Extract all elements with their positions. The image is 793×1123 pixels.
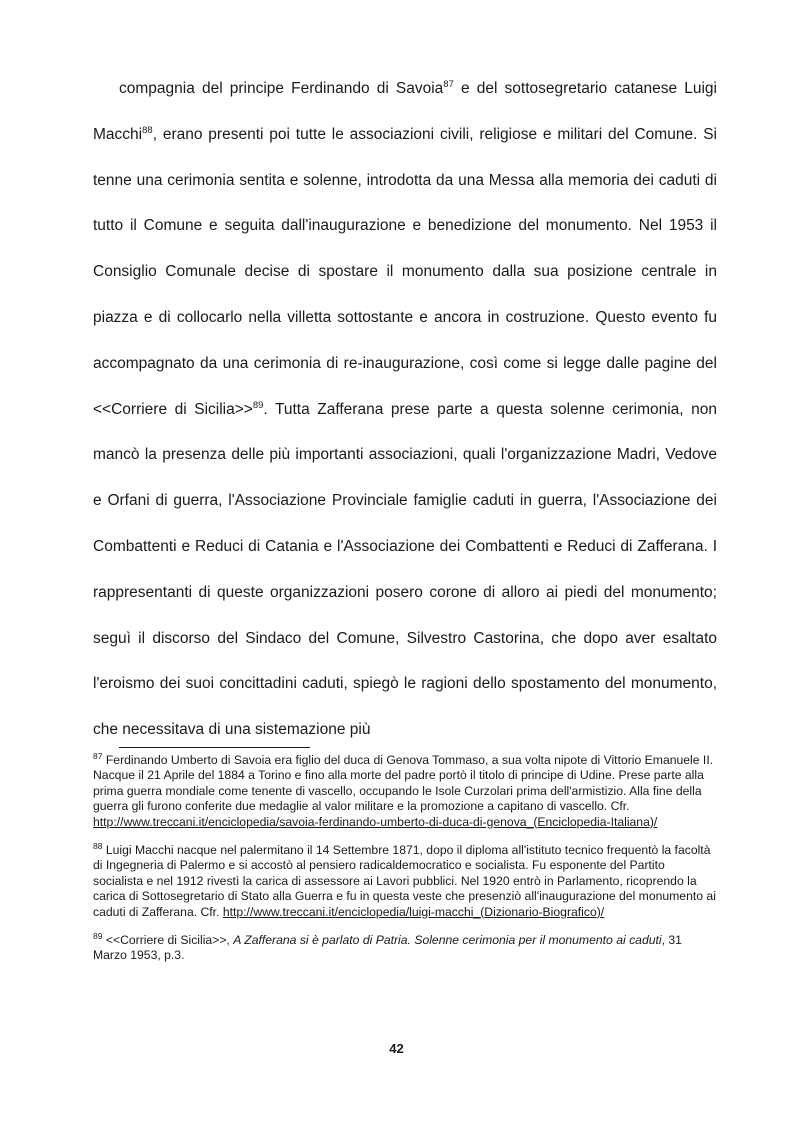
article-title: A Zafferana si è parlato di Patria. Solenne cerimonia per il monumento ai caduti	[233, 933, 662, 948]
footnote-mark: 88	[93, 840, 103, 851]
footnote-link[interactable]: http://www.treccani.it/enciclopedia/luigi-macchi_(Dizionario-Biografico)/	[222, 904, 605, 919]
footnote-88	[93, 840, 717, 920]
footnote-text: Luigi Macchi nacque nel palermitano il 14 Settembre 1871, dopo il diploma all'istituto tecnico frequentò la facoltà di Ingegneria di Palermo e si accostò al pensiero radicaldemocratico e socialista. Fu esponente del Partito socialista e nel 1912 rivestì la carica di assessore ai Lavori pubblici. Nel 1920 entrò in Parlamento, ricoprendo la carica di Sottosegretario di Stato alla Guerra e fu in questa veste che presenziò all'inaugurazione del monumento ai caduti di Zafferana. Cfr.	[93, 843, 716, 919]
footnote-text: Ferdinando Umberto di Savoia era figlio del duca di Genova Tommaso, a sua volta nipote di Vittorio Emanuele II. Nacque il 21 Aprile del 1884 a Torino e fino alla morte del padre portò il titolo di principe di Udine. Prese parte alla prima guerra mondiale come tenente di vascello, occupando le Isole Curzolari prima dell'armistizio. Alla fine della guerra gli furono conferite due medaglie al valor militare e la promozione a capitano di vascello. Cfr.	[93, 753, 714, 814]
footnote-text: , 31 Marzo 1953, p.3.	[93, 933, 682, 963]
footnote-ref-88[interactable]: 88	[142, 124, 153, 136]
body-text-part: , erano presenti poi tutte le associazioni civili, religiose e militari del Comune. Si tenne una cerimonia sentita e solenne, introdotta da una Messa alla memoria dei caduti di tutto il Comune e seguita dall'inaugurazione e benedizione del monumento. Nel 1953 il Consiglio Comunale decise di spostare il monumento dalla sua posizione centrale in piazza e di collocarlo nella villetta sottostante e ancora in costruzione. Questo evento fu accompagnato da una cerimonia di re-inaugurazione, così come si legge dalle pagine del <<Corriere di Sicilia>>	[93, 125, 717, 418]
footnote-ref-89[interactable]: 89	[252, 399, 264, 411]
footnote-ref-87[interactable]: 87	[443, 78, 454, 90]
footnote-separator	[119, 747, 310, 748]
footnote-mark: 87	[93, 750, 103, 761]
footnote-89	[93, 933, 717, 964]
body-text-part: . Tutta Zafferana prese parte a questa solenne cerimonia, non mancò la presenza delle più importanti associazioni, quali l'organizzazione Madri, Vedove e Orfani di guerra, l'Associazione Provinciale famiglie caduti in guerra, l'Associazione dei Combattenti e Reduci di Catania e l'Associazione dei Combattenti e Reduci di Zafferana. I rappresentanti di queste organizzazioni posero corone di alloro ai piedi del monumento; seguì il discorso del Sindaco del Comune, Silvestro Castorina, che dopo aver esaltato l'eroismo dei suoi concittadini caduti, spiegò le ragioni dello spostamento del monumento, che necessitava di una sistemazione più	[93, 400, 717, 739]
footnote-text: <<Corriere di Sicilia>>,	[102, 933, 234, 948]
body-text-part: compagnia del principe Ferdinando di Savoia	[119, 80, 444, 97]
body-text-part: e del sottosegretario catanese Luigi Macchi	[93, 80, 717, 143]
footnote-87	[93, 750, 717, 830]
body-paragraph	[93, 66, 717, 753]
page-number: 42	[389, 1041, 404, 1056]
footnote-link[interactable]: http://www.treccani.it/enciclopedia/savoia-ferdinando-umberto-di-duca-di-genova_(Enciclopedia-Italiana)/	[93, 814, 658, 829]
footnotes	[93, 750, 717, 977]
footnote-mark: 89	[93, 931, 103, 941]
